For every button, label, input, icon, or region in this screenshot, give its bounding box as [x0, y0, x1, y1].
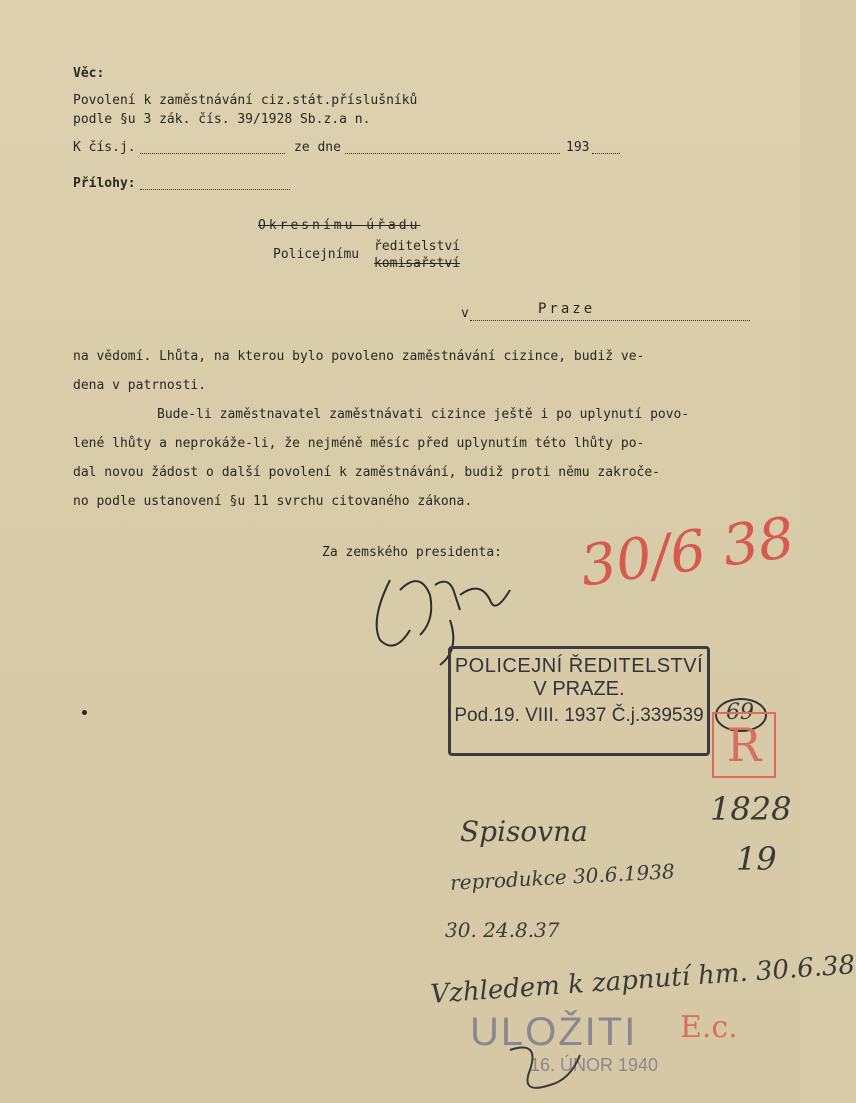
recipient-reditelstvi: ředitelství — [374, 239, 461, 254]
number-19: 19 — [736, 840, 777, 878]
ref-label: K čís.j. — [73, 140, 136, 155]
circled-number: 69 — [726, 700, 754, 725]
ulozit-stamp: ULOŽITI — [470, 1010, 638, 1054]
para2-line3: dal novou žádost o další povolení k zaměstnávání, budiž proti němu zakroče- — [73, 465, 660, 480]
city-dotted-line — [470, 320, 750, 321]
subject-line-2: podle §u 3 zák. čís. 39/1928 Sb.z.a n. — [73, 112, 371, 127]
struck-office: Okresnímu úřadu — [258, 218, 421, 233]
para1-line2: dena v patrnosti. — [73, 378, 207, 393]
handwritten-spisovna: Spisovna — [460, 815, 588, 848]
police-registration-stamp — [448, 646, 710, 756]
subject-line-1: Povolení k zaměstnávání ciz.stát.příslušníků — [73, 93, 418, 108]
handwritten-note-line-4: Vzhledem k zapnutí hm. 30.6.38 — [429, 950, 856, 1010]
year-prefix: 193 — [566, 140, 590, 155]
stamp-line-2: V PRAZE. — [533, 678, 625, 700]
date-label: ze dne — [294, 140, 341, 155]
for-president: Za zemského presidenta: — [322, 545, 503, 560]
handwritten-note-line-2: reprodukce 30.6.1938 — [449, 859, 676, 895]
attachments-dotted-line — [140, 189, 290, 190]
struck-komisarstvi: komisařství — [374, 256, 461, 271]
stamp-line-1: POLICEJNÍ ŘEDITELSTVÍ — [454, 655, 704, 677]
body-text — [73, 342, 753, 516]
recipient-city: Praze — [538, 301, 596, 317]
recipient-v: v — [461, 306, 469, 321]
recipient-policejnimu: Policejnímu — [273, 247, 360, 262]
para2-line4: no podle ustanovení §u 11 svrchu citovaného zákona. — [73, 494, 473, 509]
stamp-line-3: Pod.19. VIII. 1937 Č.j.339539 — [454, 705, 704, 726]
year-dotted-line — [592, 153, 620, 154]
para1-line1: na vědomí. Lhůta, na kterou bylo povoleno zaměstnávání cizince, budiž ve- — [73, 349, 645, 364]
red-ec-mark: E.c. — [680, 1010, 738, 1045]
red-handwritten-date: 30/6 38 — [576, 505, 799, 600]
ref-dotted-line — [140, 153, 285, 154]
red-letter-stamp: R — [712, 712, 776, 778]
ink-dot — [82, 710, 87, 715]
para2-line1: Bude-li zaměstnavatel zaměstnávati cizince ještě i po uplynutí povo- — [157, 407, 690, 422]
number-1828: 1828 — [710, 790, 792, 828]
ulozit-stamp-date: 16. ÚNOR 1940 — [530, 1055, 659, 1075]
attachments-label: Přílohy: — [73, 176, 136, 191]
handwritten-initials — [500, 1040, 600, 1100]
handwritten-date: 30. 24.8.37 — [445, 918, 560, 942]
para2-line2: lené lhůty a neprokáže-li, že nejméně měsíc před uplynutím této lhůty po- — [73, 436, 645, 451]
date-dotted-line — [345, 153, 560, 154]
subject-label: Věc: — [73, 66, 105, 81]
